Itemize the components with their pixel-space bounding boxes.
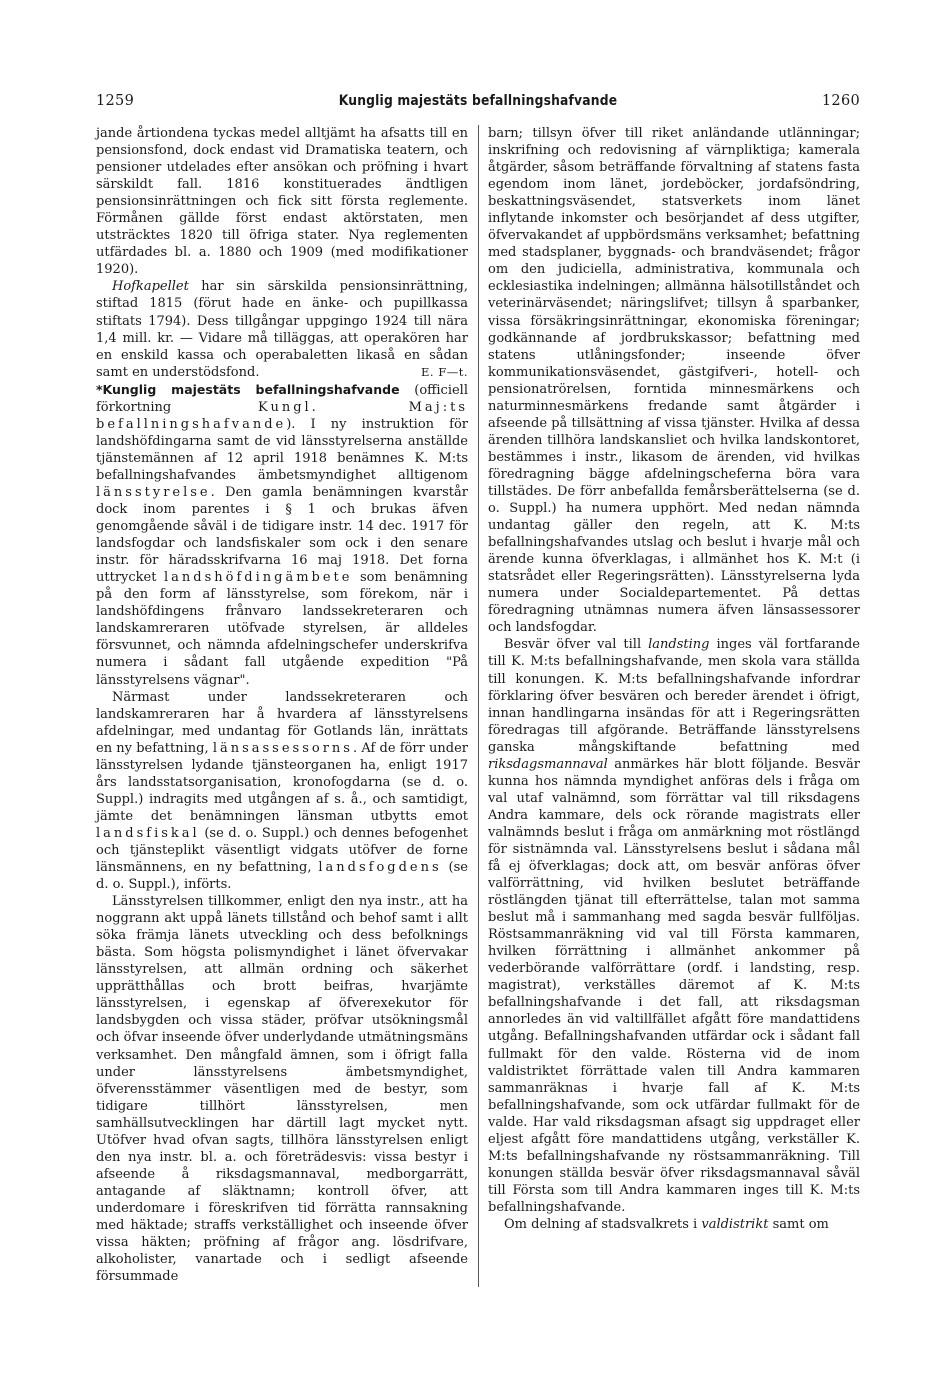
paragraph: jande årtiondena tyckas medel alltjämt ha afsatts till en pensionsfond, dock endast vid Dramatiska teatern, och pensioner utdelades efter ansökan och pröfning i hvart särskildt fall. 1816 konstituerades ändtligen pensionsinrättningen och fick sitt första reglemente. Förmånen gällde först endast aktörstaten, men utsträcktes 1820 till öfriga stater. Nya reglementen utfärdades bl. a. 1880 och 1909 (med modifikationer 1920). [96,126,468,278]
text-run: Om delning af stadsvalkrets i [504,1217,702,1232]
text-run: ). I ny instruktion för landshöfdingarna samt de vid länsstyrelserna anställde tjänstemännen af 12 april 1918 benämnes K. M:ts befallningshafvandes ämbetsmyndighet alltigenom [96,416,468,483]
paragraph [488,636,860,1216]
text-run: (se d. o. Suppl.) och dennes befogenhet och tjänsteplikt väsentligt vidgats utöfver de forne länsmännens, en ny befattning, [96,825,468,876]
italic-term: riksdagsmannaval [488,756,608,772]
italic-term: landsting [648,637,710,653]
text-run: (se d. o. Suppl.), införts. [96,860,468,893]
paragraph [96,278,468,380]
paragraph [96,689,468,894]
spaced-term: Kungl. Maj:ts befallningshafvande [96,399,468,432]
page-header [96,93,860,113]
right-column [488,125,860,1233]
italic-term: Hofkapellet [112,279,189,295]
italic-term: valdistrikt [701,1217,769,1232]
left-column [96,125,468,1285]
running-title: Kunglig majestäts befallningshafvande [338,93,618,109]
entry-paragraph [96,381,468,689]
text-run: anmärkes här blott följande. Besvär kunna hos nämnda myndighet anföras dels i fråga om val utaf valnämnd, som förrättar val till riksdagens Andra kammare, dels ock rörande magistrats eller valnämnds beslut i fråga om anmärkning mot röstlängd för sistnämnda val. Länsstyrelsens beslut i sådana mål få ej öfverklagas; dock att, om besvär anföras öfver valförrättning, vid hvilken beslutet beträffande röstlängden tjänat till efterrättelse, talan mot samma beslut må i sammanhang med sagda besvär fullföljas. Röstsammanräkning vid val till Första kammaren, hvilken förrättning i allmänhet ankommer på vederbörande valförrättare (ordf. i landsting, resp. magistrat), verkställes däremot af K. M:ts befallningshafvande i det fall, att riksdagsman annorledes än vid valtillfället afgått före mandattidens utgång. Befallningshafvanden utfärdar ock i sådant fall fullmakt för den valde. Rösterna vid de inom valdistriktet förrättade valen till Andra kammaren sammanräknas i hvarje fall af K. M:ts befallningshafvande, som ock utfärdar fullmakt för de valde. Har vald riksdagsman afsagt sig uppdraget eller eljest afgått före mandattidens utgång, verkställer K. M:ts befallningshafvande ny röstsammanräkning. Till konungen ställda besvär öfver riksdagsmannaval såväl till Första som till Andra kammaren inges till K. M:ts befallningshafvande. [488,756,860,1215]
text-run: Närmast under landssekreteraren och landskamreraren har å hvardera af länsstyrelsens afdelningar, med undantag för Gotlands län, inrättats en ny befattning, [96,689,468,756]
spaced-term: länsstyrelse [96,484,211,500]
text-run: . Af de förr under länsstyrelsen lydande tjänsteorganen ha, enligt 1917 års landsstatsorganisation, kronofogdarna (se d. o. Suppl.) indragits med utgången af s. å., och samtidigt, jämte det benämningen länsman utbytts emot [96,740,468,824]
author-signature: E. F—t. [421,364,468,379]
text-run: inges väl fortfarande till K. M:ts befallningshafvande, men skola vara ställda till konungen. K. M:ts befallningshafvande infordrar förklaring öfver besvären och bereder ärendet i öfrigt, innan handlingarna insändas för att i Regeringsrätten föredragas till afgörande. Beträffande länsstyrelsens ganska mångskiftande befattning med [488,637,860,755]
text-run: har sin särskilda pensionsinrättning, stiftad 1815 (förut hade en änke- och pupillkassa stiftats 1794). Dess tillgångar uppgingo 1924 till nära 1,4 mill. kr. — Vidare må tilläggas, att operakören har en enskild kassa och operabaletten likaså en sådan samt en understödsfond. [96,279,468,380]
column-divider [478,125,479,1287]
paragraph [488,1216,860,1233]
text-run: Besvär öfver val till [504,637,649,653]
paragraph: barn; tillsyn öfver till riket anländande utlänningar; inskrifning och redovisning af värnpliktiga; kamerala åtgärder, såsom beträffande förvaltning af statens fasta egendom inom länet, jordeböcker, jordafsöndring, beskattningsväsendet, statsverkets inom länet inflytande inkomster och besörjandet af dess utgifter, öfvervakandet af uppbördsmäns verksamhet; befattning med stadsplaner, byggnads- och brandväsendet; frågor om den judiciella, administrativa, kommunala och ecklesiastika indelningen; allmänna hälsotillståndet och veterinärväsendet; näringslifvet; tillsyn å sparbanker, vissa försäkringsinrättningar, ekonomiska föreningar; godkännande af jordbrukskassor; befattning med statens utlåningsfonder; inseende öfver kommunikationsväsendet, gästgifveri-, hotell- och pensionatrörelsen, forntida minnesmärkens och naturminnesmärkens fredande samt åtgärder i afseende på tillsättning af vissa tjänster. Hvilka af dessa ärenden tillhöra landskansliet och hvilka landskontoret, bestämmes i instr., likasom de ärenden, vid hvilkas föredragning bägge afdelningscheferna böra vara tillstädes. De förr anbefallda femårsberättelserna (se d. o. Suppl.) ha numera upphört. Med nedan nämnda undantag gäller den regeln, att K. M:ts befallningshafvandes utslag och beslut i hvarje mål och ärende kunna öfverklagas, i allmänhet hos K. M:t (i statsrådet eller Regeringsrätten). Länsstyrelserna lyda numera under Socialdepartementet. På dettas föredragning utnämnas numera äfven länsassessorer och landsfogdar. [488,126,860,636]
page-number-right: 1260 [821,93,860,109]
text-run: (officiell förkortning [96,382,468,415]
spaced-term: landsfogdens [318,860,442,876]
paragraph: Länsstyrelsen tillkommer, enligt den nya instr., att ha noggrann akt uppå länets tillstånd och behof samt i allt söka främja länets utveckling och dess befolknings bästa. Som högsta polismyndighet i länet öfvervakar länsstyrelsen, att allmän ordning och säkerhet upprätthållas och brott beifras, hvarjämte länsstyrelsen, i egenskap af öfverexekutor för landsbygden och vissa städer, pröfvar utsökningsmål och öfvar inseende öfver underlydande utmätningsmäns verksamhet. Den mångfald ämnen, som i öfrigt falla under länsstyrelsens ämbetsmyndighet, öfverensstämmer väsentligen med de bestyr, som tidigare tillhört länsstyrelsen, men samhällsutvecklingen har därtill lagt mycket nytt. Utöfver hvad ofvan sagts, tillhöra länsstyrelsen enligt den nya instr. bl. a. och företrädesvis: vissa bestyr i afseende å riksdagsmannaval, medborgarrätt, antagande af släktnamn; kontroll öfver, att underdomare i föreskrifven tid förrätta rannsakning med häktade; straffs verkställighet och inseende öfver vissa häkten; pröfning af frågor ang. lösdrifvare, alkoholister, vanartade och i sedligt afseende försummade [96,894,468,1285]
text-run: som benämning på den form af länsstyrelse, som förekom, när i landshöfdingens frånvaro landssekreteraren och landskamreraren utöfvade styrelsen, är alldeles försvunnet, och nämnda afdelningschefer underskrifva numera i sådant fall utgående expedition "På länsstyrelsens vägnar". [96,570,469,688]
spaced-term: länsassessorns [212,740,353,756]
entry-headword: *Kunglig majestäts befallningshafvande [96,381,400,397]
spaced-term: landshöfdingämbete [163,570,353,586]
spaced-term: landsfiskal [96,825,200,841]
text-run: . Den gamla benämningen kvarstår dock inom parentes i § 1 och brukas äfven genomgående såväl i de tidigare instr. 14 dec. 1917 för landsfogdar och landsfiskaler som ock i den senare instr. för häradsskrifvarna 16 maj 1918. Det forna uttrycket [96,484,468,586]
page-number-left: 1259 [96,93,135,109]
text-run: samt om [768,1217,829,1232]
